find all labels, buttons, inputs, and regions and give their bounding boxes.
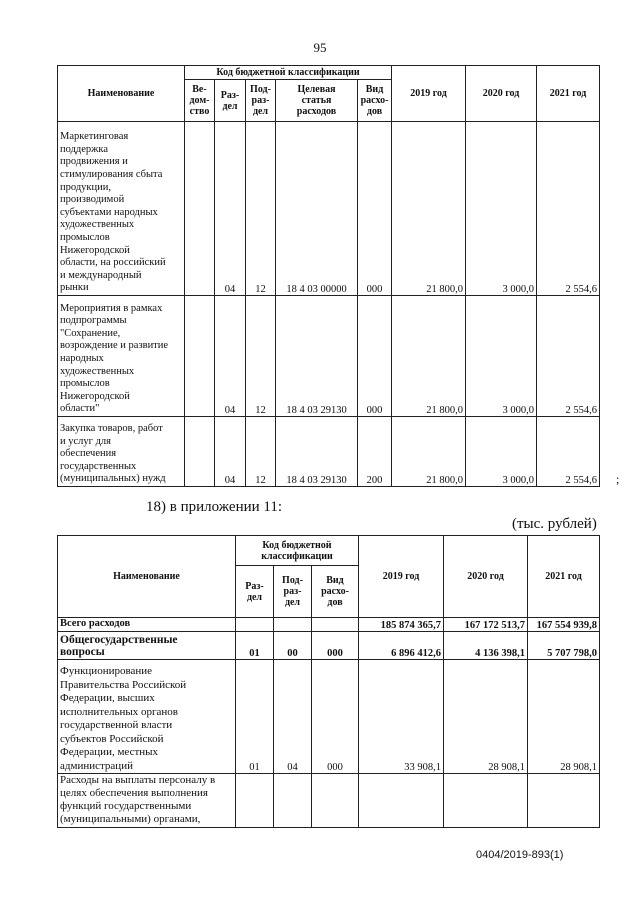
header-expense-type: Вид расхо- дов <box>358 80 392 122</box>
header-podrazdel: Под- раз- дел <box>274 566 312 618</box>
cell-razdel: 01 <box>236 660 274 774</box>
cell-2019: 21 800,0 <box>392 122 466 296</box>
header-name: Наименование <box>58 536 236 618</box>
row-name: Общегосударственные вопросы <box>58 632 236 660</box>
row-name: Функционирование Правительства Российской Федерации, высших исполнительных органов государственной власти субъектов Российской Федерации, местных администраций <box>58 660 236 774</box>
cell-2021: 167 554 939,8 <box>528 618 600 632</box>
row-name: Мероприятия в рамках подпрограммы "Сохранение, возрождение и развитие народных художественных промыслов Нижегородской области" <box>58 296 185 417</box>
table-row <box>58 296 600 417</box>
cell-expense-type: 000 <box>358 296 392 417</box>
cell-vedomstvo <box>185 296 215 417</box>
cell-2019: 6 896 412,6 <box>359 632 444 660</box>
header-name: Наименование <box>58 66 185 122</box>
cell-razdel <box>236 618 274 632</box>
header-target-article: Целевая статья расходов <box>276 80 358 122</box>
cell-2021: 28 908,1 <box>528 660 600 774</box>
document-code: 0404/2019-893(1) <box>476 849 564 861</box>
header-2021: 2021 год <box>528 536 600 618</box>
cell-2019: 185 874 365,7 <box>359 618 444 632</box>
departmental-expenses-table <box>57 535 600 828</box>
cell-razdel: 01 <box>236 632 274 660</box>
cell-2020: 3 000,0 <box>466 417 537 487</box>
cell-target-article: 18 4 03 29130 <box>276 417 358 487</box>
cell-2020: 3 000,0 <box>466 122 537 296</box>
cell-podrazdel: 12 <box>246 122 276 296</box>
header-2019: 2019 год <box>392 66 466 122</box>
cell-razdel: 04 <box>215 122 246 296</box>
header-podrazdel: Под- раз- дел <box>246 80 276 122</box>
cell-2020 <box>444 774 528 828</box>
header-2020: 2020 год <box>466 66 537 122</box>
cell-2019 <box>359 774 444 828</box>
cell-2021 <box>528 774 600 828</box>
header-razdel: Раз- дел <box>236 566 274 618</box>
header-2019: 2019 год <box>359 536 444 618</box>
header-budget-code: Код бюджетной классификации <box>236 536 359 566</box>
cell-expense-type <box>312 618 359 632</box>
cell-razdel: 04 <box>215 296 246 417</box>
cell-2021: 2 554,6 <box>537 417 600 487</box>
header-vedomstvo: Ве- дом- ство <box>185 80 215 122</box>
row-name: Маркетинговая поддержка продвижения и стимулирования сбыта продукции, производимой субъектами народных художественных промыслов Нижегородской области, на российский и международный рынки <box>58 122 185 296</box>
cell-podrazdel <box>274 618 312 632</box>
header-budget-code: Код бюджетной классификации <box>185 66 392 80</box>
cell-expense-type: 000 <box>312 660 359 774</box>
cell-2020: 28 908,1 <box>444 660 528 774</box>
section-heading: 18) в приложении 11: <box>146 499 283 515</box>
cell-2020: 3 000,0 <box>466 296 537 417</box>
cell-vedomstvo <box>185 417 215 487</box>
table-row <box>58 632 600 660</box>
cell-2020: 167 172 513,7 <box>444 618 528 632</box>
cell-podrazdel: 12 <box>246 417 276 487</box>
cell-2019: 21 800,0 <box>392 296 466 417</box>
cell-podrazdel: 12 <box>246 296 276 417</box>
cell-podrazdel: 00 <box>274 632 312 660</box>
cell-2021: 2 554,6 <box>537 122 600 296</box>
cell-2019: 21 800,0 <box>392 417 466 487</box>
cell-target-article: 18 4 03 29130 <box>276 296 358 417</box>
cell-2019: 33 908,1 <box>359 660 444 774</box>
cell-2021: 2 554,6 <box>537 296 600 417</box>
cell-expense-type: 000 <box>358 122 392 296</box>
cell-expense-type: 000 <box>312 632 359 660</box>
table-row <box>58 660 600 774</box>
cell-vedomstvo <box>185 122 215 296</box>
cell-razdel: 04 <box>215 417 246 487</box>
cell-2020: 4 136 398,1 <box>444 632 528 660</box>
cell-podrazdel <box>274 774 312 828</box>
units-note: (тыс. рублей) <box>512 516 597 532</box>
table-row <box>58 618 600 632</box>
table-end-mark: ; <box>616 472 620 486</box>
row-name: Закупка товаров, работ и услуг для обеспечения государственных (муниципальных) нужд <box>58 417 185 487</box>
budget-table-continued <box>57 65 600 487</box>
table-row <box>58 774 600 828</box>
cell-razdel <box>236 774 274 828</box>
header-2021: 2021 год <box>537 66 600 122</box>
page-number: 95 <box>313 40 327 55</box>
cell-target-article: 18 4 03 00000 <box>276 122 358 296</box>
cell-expense-type <box>312 774 359 828</box>
cell-2021: 5 707 798,0 <box>528 632 600 660</box>
header-razdel: Раз- дел <box>215 80 246 122</box>
cell-expense-type: 200 <box>358 417 392 487</box>
header-2020: 2020 год <box>444 536 528 618</box>
table-row <box>58 122 600 296</box>
cell-podrazdel: 04 <box>274 660 312 774</box>
header-expense-type: Вид расхо- дов <box>312 566 359 618</box>
row-name: Всего расходов <box>58 618 236 632</box>
row-name: Расходы на выплаты персоналу в целях обеспечения выполнения функций государственными (муниципальными) органами, <box>58 774 236 828</box>
table-row <box>58 417 600 487</box>
